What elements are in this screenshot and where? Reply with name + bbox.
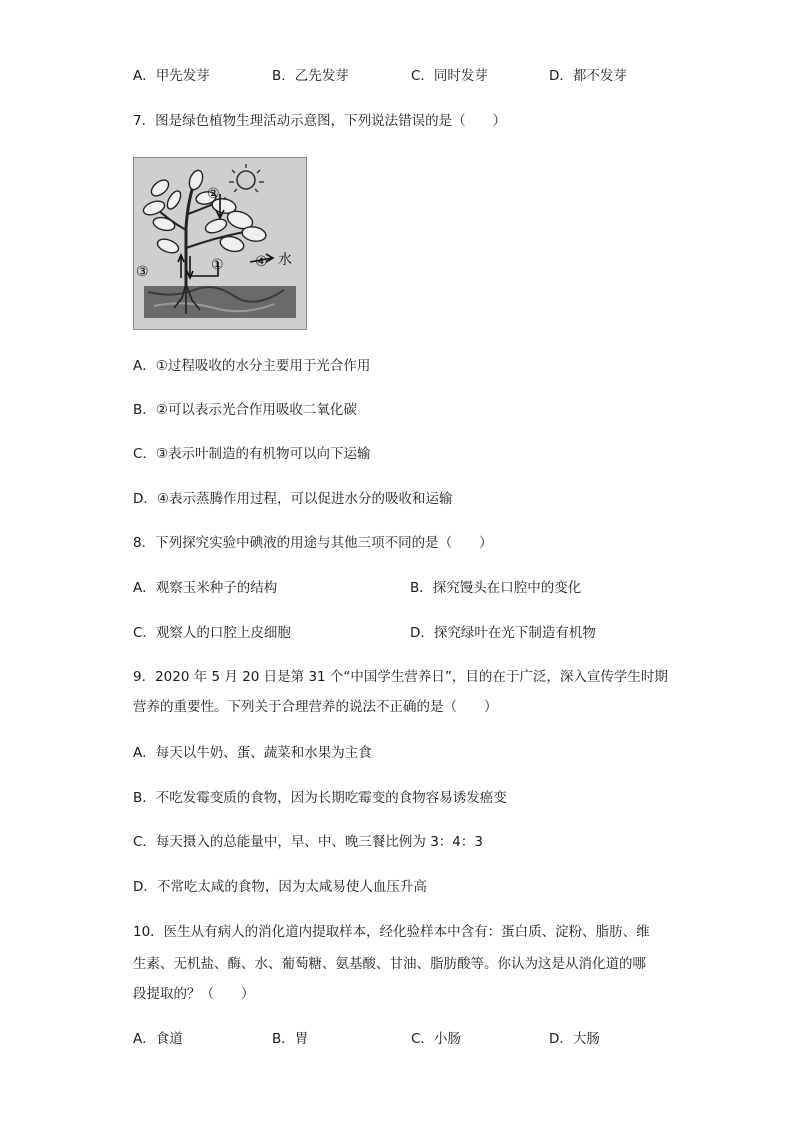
q7-stem: 7．图是绿色植物生理活动示意图，下列说法错误的是（ ） [133, 113, 507, 129]
marker-1: ① [211, 257, 224, 273]
q7-option-b: B．②可以表示光合作用吸收二氧化碳 [133, 402, 357, 418]
q10-stem-line3: 段提取的？（ ） [133, 986, 255, 1002]
q9-option-a: A．每天以牛奶、蛋、蔬菜和水果为主食 [133, 745, 372, 761]
plant-diagram-svg [134, 158, 306, 329]
water-label: 水 [278, 252, 292, 268]
q10-option-c: C．小肠 [411, 1031, 461, 1047]
q7-option-a: A．①过程吸收的水分主要用于光合作用 [133, 358, 371, 374]
stem [186, 178, 196, 286]
soil [144, 286, 296, 318]
q9-option-d: D．不常吃太咸的食物，因为太咸易使人血压升高 [133, 879, 427, 895]
q6-option-b: B．乙先发芽 [272, 68, 349, 84]
q10-option-a: A．食道 [133, 1031, 183, 1047]
q9-option-c: C．每天摄入的总能量中，早、中、晚三餐比例为 3：4：3 [133, 834, 483, 850]
marker-3: ③ [136, 264, 149, 280]
q7-option-d: D．④表示蒸腾作用过程，可以促进水分的吸收和运输 [133, 491, 453, 507]
marker-4: ④ [255, 254, 268, 270]
q9-stem-line1: 9．2020 年 5 月 20 日是第 31 个“中国学生营养日”，目的在于广泛，深入宣传学生时期 [133, 669, 668, 685]
q8-option-a: A．观察玉米种子的结构 [133, 580, 278, 596]
q6-option-d: D．都不发芽 [549, 68, 627, 84]
q10-option-d: D．大肠 [549, 1031, 600, 1047]
q9-option-b: B．不吃发霉变质的食物，因为长期吃霉变的食物容易诱发癌变 [133, 790, 507, 806]
q6-option-c: C．同时发芽 [411, 68, 488, 84]
marker-2: ② [207, 186, 220, 202]
q8-option-d: D．探究绿叶在光下制造有机物 [410, 625, 596, 641]
q6-option-a: A．甲先发芽 [133, 68, 210, 84]
q7-option-c: C．③表示叶制造的有机物可以向下运输 [133, 446, 371, 462]
plant-physiology-figure [133, 157, 307, 330]
q8-option-b: B．探究馒头在口腔中的变化 [410, 580, 582, 596]
q8-stem: 8．下列探究实验中碘液的用途与其他三项不同的是（ ） [133, 535, 493, 551]
q8-option-c: C．观察人的口腔上皮细胞 [133, 625, 291, 641]
q10-stem-line2: 生素、无机盐、酶、水、葡萄糖、氨基酸、甘油、脂肪酸等。你认为这是从消化道的哪 [133, 956, 646, 972]
q10-stem-line1: 10．医生从有病人的消化道内提取样本，经化验样本中含有：蛋白质、淀粉、脂肪、维 [133, 924, 650, 940]
sun-icon [229, 164, 264, 192]
q9-stem-line2: 营养的重要性。下列关于合理营养的说法不正确的是（ ） [133, 699, 498, 715]
q10-option-b: B．胃 [272, 1031, 309, 1047]
